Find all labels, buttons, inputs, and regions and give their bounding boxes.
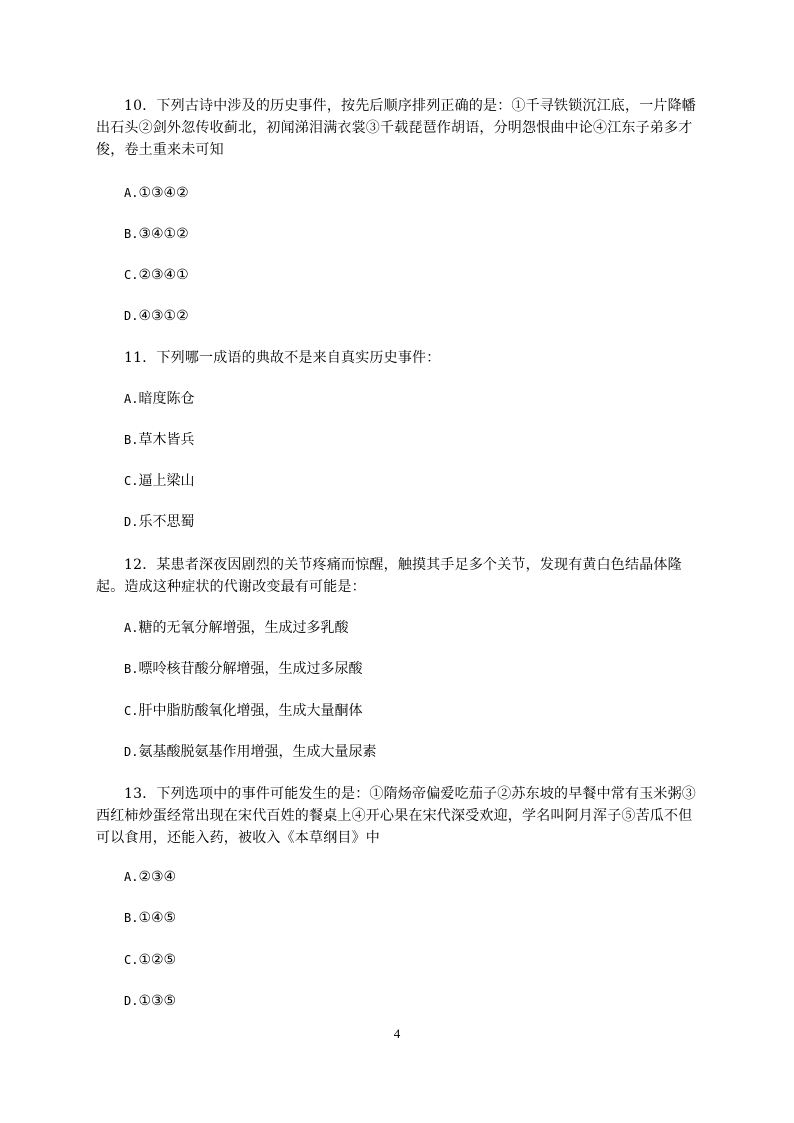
option-letter: A. [124, 870, 139, 884]
question-11-option-a [124, 389, 194, 409]
question-12-option-a [124, 618, 348, 638]
question-12-stem: 12．某患者深夜因剧烈的关节疼痛而惊醒，触摸其手足多个关节，发现有黄白色结晶体隆起。造成这种症状的代谢改变最有可能是： [96, 557, 682, 595]
question-11-stem: 11．下列哪一成语的典故不是来自真实历史事件： [124, 350, 441, 366]
option-text: ①④⑤ [138, 910, 177, 926]
question-11-option-d [124, 512, 194, 532]
question-10-option-b [124, 224, 189, 244]
question-11-option-b [124, 430, 194, 450]
option-text: ①②⑤ [138, 952, 177, 968]
question-10-option-d [124, 306, 189, 326]
option-letter: A. [124, 621, 139, 635]
option-text: ③④①② [138, 226, 189, 242]
option-letter: D. [124, 309, 139, 323]
question-13-option-d [124, 991, 176, 1011]
option-letter: C. [124, 704, 139, 718]
option-text: 草木皆兵 [138, 432, 195, 448]
option-text: 嘌呤核苷酸分解增强，生成过多尿酸 [138, 661, 363, 677]
option-letter: D. [124, 994, 139, 1008]
question-11-option-c [124, 471, 194, 491]
option-letter: C. [124, 268, 139, 282]
option-text: 糖的无氧分解增强，生成过多乳酸 [138, 620, 349, 636]
option-letter: B. [124, 662, 139, 676]
option-text: ①③④② [138, 185, 189, 201]
option-text: 氨基酸脱氨基作用增强，生成大量尿素 [138, 744, 377, 760]
question-13-option-c [124, 950, 176, 970]
option-text: ②③④① [138, 267, 189, 283]
option-text: ④③①② [138, 308, 189, 324]
option-letter: C. [124, 953, 139, 967]
question-10-option-c [124, 265, 189, 285]
option-letter: D. [124, 515, 139, 529]
question-12-option-b [124, 659, 362, 679]
option-text: ②③④ [138, 869, 177, 885]
option-letter: B. [124, 227, 139, 241]
question-10-option-a [124, 183, 189, 203]
option-text: 暗度陈仓 [138, 391, 195, 407]
option-text: 逼上梁山 [138, 473, 195, 489]
option-text: 肝中脂肪酸氧化增强，生成大量酮体 [138, 703, 363, 719]
option-letter: A. [124, 186, 139, 200]
question-12-option-d [124, 742, 376, 762]
page-number: 4 [393, 1026, 401, 1041]
option-text: 乐不思蜀 [138, 514, 195, 530]
option-text: ①③⑤ [138, 993, 177, 1009]
question-10-stem: 10．下列古诗中涉及的历史事件，按先后顺序排列正确的是：①千寻铁锁沉江底，一片降幡出石头②剑外忽传收蓟北，初闻涕泪满衣裳③千载琵琶作胡语，分明怨恨曲中论④江东子弟多才俊，卷土重来未可知 [96, 98, 697, 158]
option-letter: B. [124, 433, 139, 447]
question-13-option-b [124, 908, 176, 928]
question-13-stem: 13．下列选项中的事件可能发生的是：①隋炀帝偏爱吃茄子②苏东坡的早餐中常有玉米粥③西红柿炒蛋经常出现在宋代百姓的餐桌上④开心果在宋代深受欢迎，学名叫阿月浑子⑤苦瓜不但可以食用，还能入药，被收入《本草纲目》中 [96, 786, 697, 846]
option-letter: C. [124, 474, 139, 488]
option-letter: A. [124, 392, 139, 406]
option-letter: B. [124, 911, 139, 925]
question-12-option-c [124, 701, 362, 721]
question-13-option-a [124, 867, 176, 887]
option-letter: D. [124, 745, 139, 759]
